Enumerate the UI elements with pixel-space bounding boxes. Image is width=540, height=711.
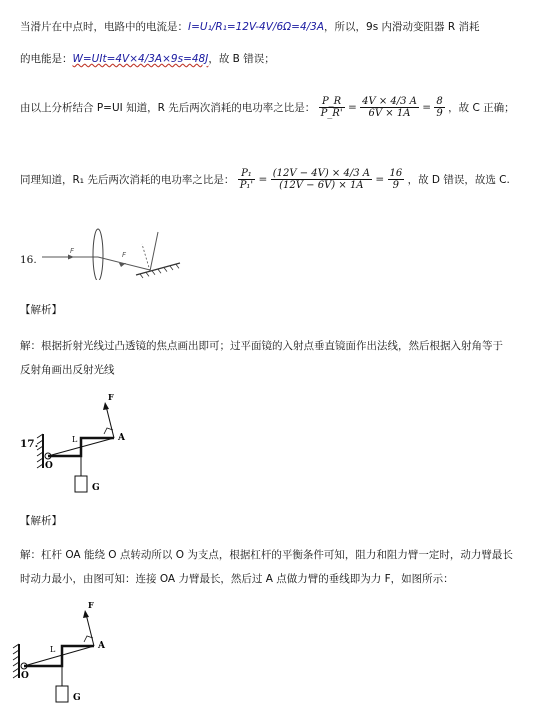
ratio-lhs-den: P_R'	[320, 108, 343, 119]
force-arrow	[83, 610, 89, 618]
line-3	[20, 96, 515, 119]
label-F: F	[108, 392, 114, 402]
label-G: G	[73, 693, 81, 703]
equals: =	[375, 173, 385, 186]
analysis-2-heading: 【解析】	[20, 515, 62, 527]
line-2-tail: ，故 B 错误；	[208, 53, 275, 65]
convex-lens	[93, 229, 103, 280]
reflected-ray	[150, 232, 158, 271]
ratio2-result	[388, 168, 405, 191]
arm-L	[24, 646, 94, 666]
label-L: L	[72, 435, 78, 444]
force-F	[106, 406, 114, 438]
question-16-number: 16.	[20, 254, 37, 266]
force-arrow	[103, 402, 109, 410]
ratio2-rhs-num: (12V − 4V) × 4/3 A	[272, 168, 370, 179]
equals: =	[258, 173, 268, 186]
ratio2-result-den: 9	[392, 180, 400, 191]
analysis-1-heading: 【解析】	[20, 304, 62, 316]
equals: =	[422, 101, 432, 114]
force-F	[86, 614, 94, 646]
mirror-hatching	[140, 264, 179, 278]
ratio-result-den: 9	[436, 108, 443, 119]
ratio-rhs	[360, 96, 419, 119]
ratio2-rhs	[271, 168, 372, 191]
lever-diagram-answer	[12, 600, 122, 708]
line-3-text: 由以上分析结合 P=UI 知道，R 先后两次消耗的电功率之比是：	[20, 102, 316, 114]
ratio-result	[434, 96, 444, 119]
label-A: A	[98, 641, 105, 651]
equals: =	[347, 101, 357, 114]
label-F: F	[88, 600, 94, 610]
line-1-text: 当滑片在中点时，电路中的电流是：	[20, 21, 188, 33]
lens-mirror-diagram	[40, 220, 190, 280]
line-2-formula: W=UIt=4V×4/3A×9s=48J	[72, 53, 209, 65]
analysis-2-line-2: 时动力最小，由图可知：连接 OA 力臂最长，然后过 A 点做力臂的垂线即为力 F，如图所示：	[20, 573, 454, 585]
plane-mirror	[136, 263, 180, 275]
line-4	[20, 168, 510, 191]
label-G: G	[92, 483, 100, 493]
line-2	[20, 52, 275, 66]
focus-label-right: F	[122, 251, 127, 259]
analysis-1-line-2: 反射角画出反射光线	[20, 364, 115, 376]
weight-G	[56, 686, 68, 702]
ray-arrow	[68, 255, 74, 260]
line-1	[20, 20, 480, 34]
analysis-1-line-1: 解：根据折射光线过凸透镜的焦点画出即可；过平面镜的入射点垂直镜面作出法线，然后根据入射角等于	[20, 340, 503, 352]
ratio2-lhs-num: P₁	[238, 168, 256, 180]
line-1-tail: ，所以，9s 内滑动变阻器 R 消耗	[324, 21, 480, 33]
weight-G	[75, 476, 87, 492]
refracted-arrow	[119, 263, 126, 267]
ratio-result-num: 8	[436, 96, 443, 107]
ratio-rhs-num: 4V × 4/3 A	[362, 96, 417, 107]
ratio2-lhs	[238, 168, 256, 191]
label-O: O	[45, 461, 53, 471]
ratio-lhs	[319, 96, 345, 119]
ratio2-result-num: 16	[389, 168, 403, 179]
normal-line	[142, 244, 150, 271]
analysis-2-line-1: 解：杠杆 OA 能绕 O 点转动所以 O 为支点，根据杠杆的平衡条件可知，阻力和阻力臂一定时，动力臂最长	[20, 549, 513, 561]
focus-label-left: F	[70, 247, 75, 255]
label-L: L	[50, 645, 56, 654]
ratio-lhs-num: P_R	[319, 96, 345, 108]
line-1-formula: I=U₁/R₁=12V-4V/6Ω=4/3A	[188, 21, 325, 33]
line-3-tail: ，故 C 正确；	[448, 102, 515, 114]
line-2-text: 的电能是：	[20, 53, 73, 65]
line-4-text: 同理知道，R₁ 先后两次消耗的电功率之比是：	[20, 174, 235, 186]
label-A: A	[118, 433, 125, 443]
question-17-number: 17.	[20, 438, 39, 450]
lever-diagram-question	[36, 392, 146, 496]
label-O: O	[21, 671, 29, 681]
ratio2-lhs-den: P₁'	[239, 180, 254, 191]
line-4-tail: ，故 D 错误，故选 C.	[407, 174, 510, 186]
ratio2-rhs-den: (12V − 6V) × 1A	[279, 180, 364, 191]
ratio-rhs-den: 6V × 1A	[368, 108, 411, 119]
